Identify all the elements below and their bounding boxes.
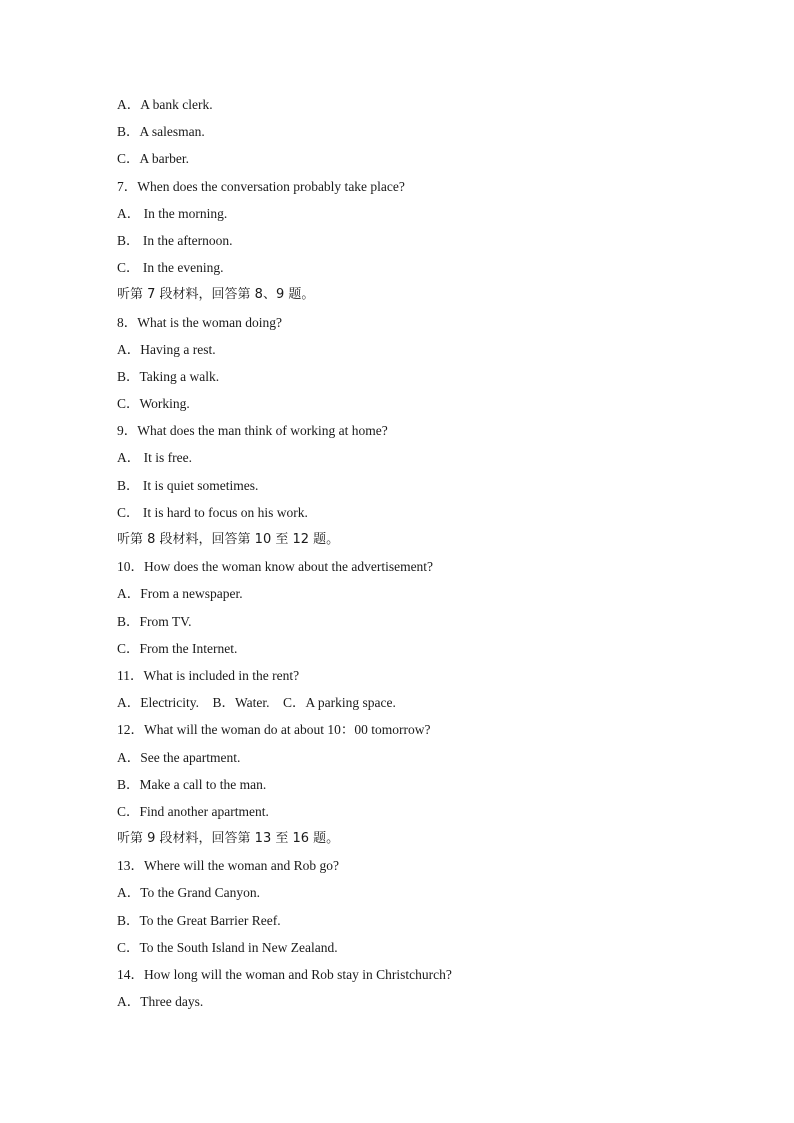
option-line: C．Working.: [117, 396, 190, 412]
question-line: 13．Where will the woman and Rob go?: [117, 858, 339, 874]
question-line: 10．How does the woman know about the advertisement?: [117, 559, 434, 575]
option-line: B．From TV.: [117, 613, 192, 629]
option-line: B．Taking a walk.: [117, 368, 220, 384]
question-line: 14．How long will the woman and Rob stay in Christchurch?: [117, 967, 452, 982]
section-heading: 听第 7 段材料，回答第 8、9 题。: [117, 287, 315, 303]
question-line: 11．What is included in the rent?: [117, 667, 300, 683]
question-line: 7．When does the conversation probably take place?: [117, 178, 405, 194]
option-line: A．From a newspaper.: [117, 586, 243, 602]
option-line: A．Electricity. B．Water. C．A parking space.: [117, 695, 396, 711]
option-line: A．A bank clerk.: [117, 97, 213, 112]
question-line: 8．What is the woman doing?: [117, 314, 282, 330]
option-line: A．See the apartment.: [117, 749, 241, 765]
option-line: B．To the Great Barrier Reef.: [117, 912, 281, 928]
section-heading: 听第 8 段材料，回答第 10 至 12 题。: [117, 532, 340, 547]
option-line: B． It is quiet sometimes.: [117, 477, 259, 493]
option-line: A．Three days.: [117, 994, 204, 1010]
option-line: A． In the morning.: [117, 205, 228, 221]
question-line: 12．What will the woman do at about 10：00 tomorrow?: [117, 722, 431, 738]
option-line: C．To the South Island in New Zealand.: [117, 939, 338, 955]
option-line: C．Find another apartment.: [117, 803, 269, 819]
option-line: B．A salesman.: [117, 124, 205, 140]
option-line: B．Make a call to the man.: [117, 776, 267, 792]
option-line: A．To the Grand Canyon.: [117, 885, 261, 901]
option-line: C．A barber.: [117, 151, 189, 167]
option-line: C．From the Internet.: [117, 640, 238, 656]
option-line: B． In the afternoon.: [117, 232, 233, 248]
exam-page: [117, 95, 737, 1019]
section-heading: 听第 9 段材料，回答第 13 至 16 题。: [117, 831, 340, 847]
option-line: C． It is hard to focus on his work.: [117, 504, 308, 520]
option-line: A． It is free.: [117, 450, 192, 466]
question-line: 9．What does the man think of working at home?: [117, 423, 388, 439]
option-line: A．Having a rest.: [117, 341, 216, 357]
option-line: C． In the evening.: [117, 260, 224, 276]
